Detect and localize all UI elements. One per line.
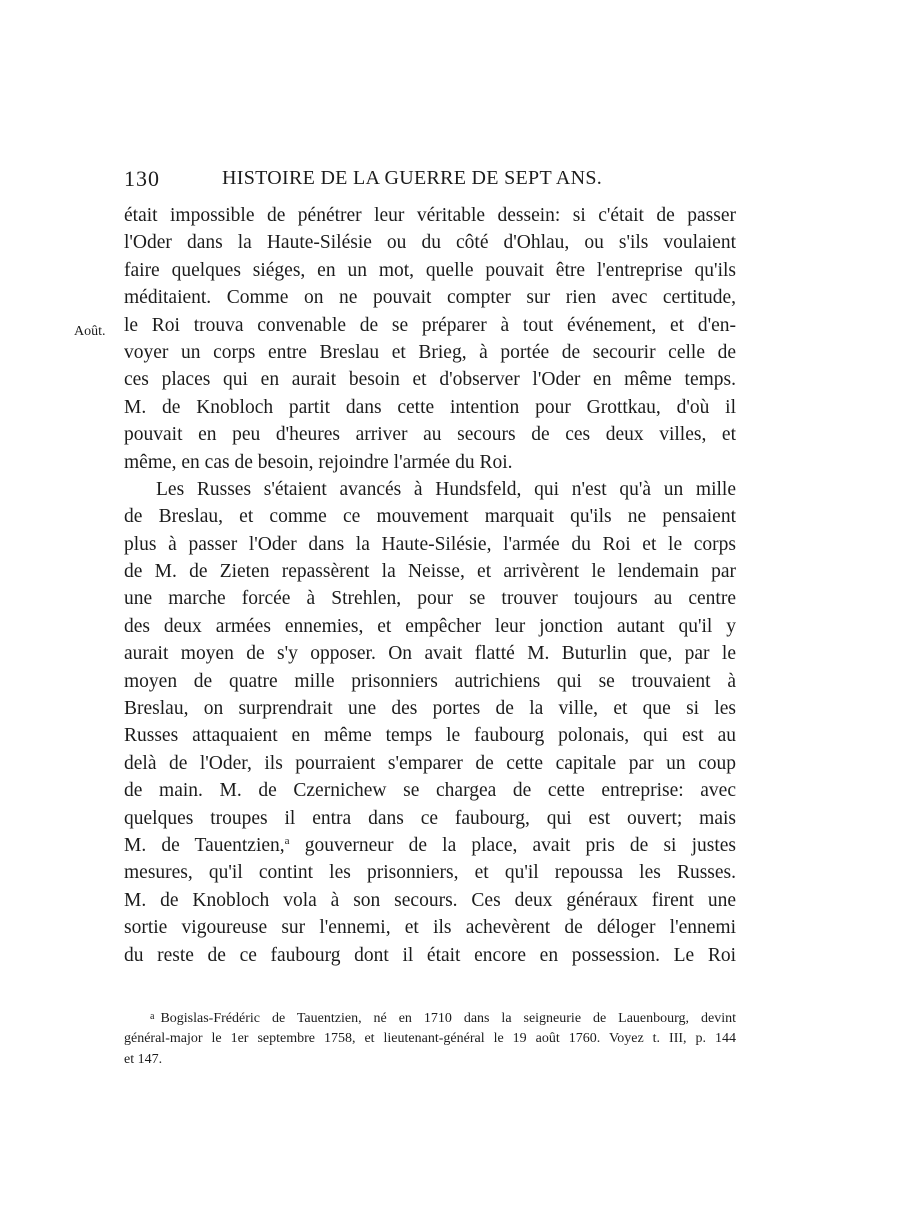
text-line: de main. M. de Czernichew se chargea de cette entreprise: avec — [124, 780, 736, 802]
text-line: même, en cas de besoin, rejoindre l'armée du Roi. — [124, 451, 513, 473]
text-segment: M. de Tauentzien, — [124, 834, 285, 856]
text-line: de Breslau, et comme ce mouvement marquait qu'ils ne pensaient — [124, 506, 736, 528]
footnote-line — [124, 1006, 736, 1028]
margin-note: Août. — [74, 324, 106, 339]
text-line: plus à passer l'Oder dans la Haute-Silésie, l'armée du Roi et le corps — [124, 533, 736, 555]
footnote-text: Bogislas-Frédéric de Tauentzien, né en 1710 dans la seigneurie de Lauenbourg, devint — [160, 1011, 736, 1026]
text-line: l'Oder dans la Haute-Silésie ou du côté d'Ohlau, ou s'ils voulaient — [124, 232, 736, 254]
text-line: mesures, qu'il contint les prisonniers, et qu'il repoussa les Russes. — [124, 862, 736, 884]
page-header — [124, 166, 636, 196]
text-line: Breslau, on surprendrait une des portes de la ville, et que si les — [124, 698, 736, 720]
text-line: une marche forcée à Strehlen, pour se trouver toujours au centre — [124, 588, 736, 610]
text-line: Russes attaquaient en même temps le faubourg polonais, qui est au — [124, 725, 736, 747]
text-line: faire quelques siéges, en un mot, quelle pouvait être l'entreprise qu'ils — [124, 259, 736, 281]
footnote-line: et 147. — [124, 1052, 163, 1067]
text-line: de M. de Zieten repassèrent la Neisse, et arrivèrent le lendemain par — [124, 561, 736, 583]
footnote-marker: a — [150, 1011, 155, 1022]
text-line: Les Russes s'étaient avancés à Hundsfeld, qui n'est qu'à un mille — [156, 478, 736, 500]
text-line: du reste de ce faubourg dont il était encore en possession. Le Roi — [124, 944, 736, 966]
running-title: HISTOIRE DE LA GUERRE DE SEPT ANS. — [222, 167, 603, 189]
text-line: pouvait en peu d'heures arriver au secours de ces deux villes, et — [124, 424, 736, 446]
text-line: ces places qui en aurait besoin et d'observer l'Oder en même temps. — [124, 369, 736, 391]
text-line: M. de Knobloch vola à son secours. Ces deux généraux firent une — [124, 889, 736, 911]
footnote-reference: a — [284, 834, 290, 847]
text-line — [124, 832, 736, 859]
footnote-line: général-major le 1er septembre 1758, et lieutenant-général le 19 août 1760. Voyez t. III, p. 144 — [124, 1030, 736, 1046]
body-text — [124, 202, 736, 969]
text-line: delà de l'Oder, ils pourraient s'emparer de cette capitale par un coup — [124, 752, 736, 774]
text-line: méditaient. Comme on ne pouvait compter sur rien avec certitude, — [124, 287, 736, 309]
footnotes — [124, 1006, 736, 1071]
text-line: moyen de quatre mille prisonniers autrichiens qui se trouvaient à — [124, 670, 736, 692]
text-line: voyer un corps entre Breslau et Brieg, à portée de secourir celle de — [124, 341, 736, 363]
page-number: 130 — [124, 166, 160, 191]
text-line: des deux armées ennemies, et empêcher leur jonction autant qu'il y — [124, 615, 736, 637]
text-segment: gouverneur de la place, avait pris de si justes — [304, 834, 737, 856]
text-line: quelques troupes il entra dans ce faubourg, qui est ouvert; mais — [124, 807, 736, 829]
text-line: M. de Knobloch partit dans cette intention pour Grottkau, d'où il — [124, 396, 736, 418]
text-line: le Roi trouva convenable de se préparer à tout événement, et d'en- — [124, 314, 736, 336]
text-line: sortie vigoureuse sur l'ennemi, et ils achevèrent de déloger l'ennemi — [124, 917, 736, 939]
text-line: aurait moyen de s'y opposer. On avait flatté M. Buturlin que, par le — [124, 643, 736, 665]
text-line: était impossible de pénétrer leur véritable dessein: si c'était de passer — [124, 205, 736, 226]
